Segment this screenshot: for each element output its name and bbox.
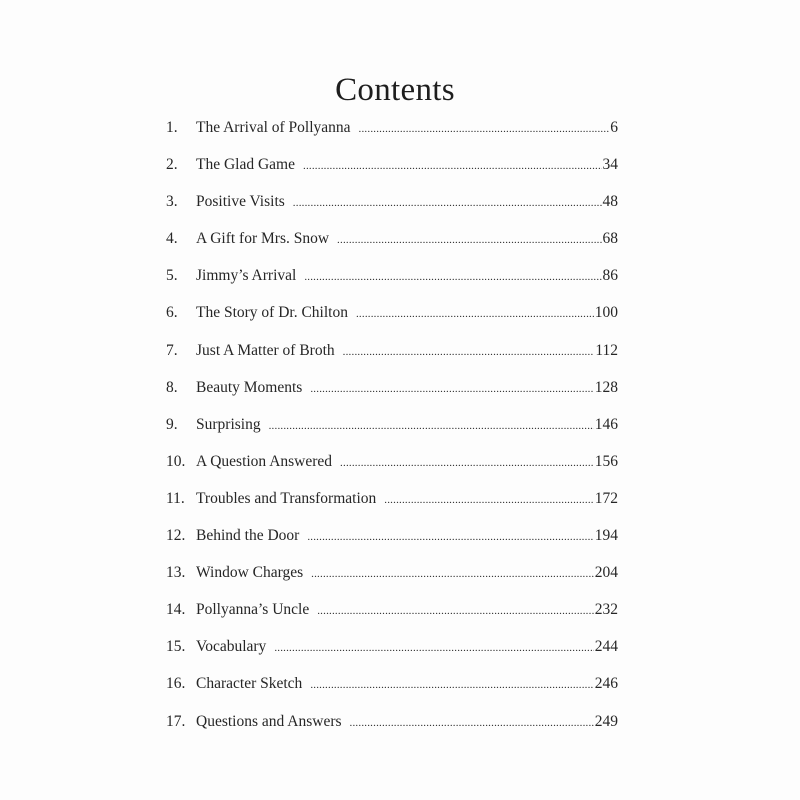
- toc-entry: [166, 487, 618, 524]
- chapter-number: 16.: [166, 675, 186, 693]
- toc-entry: [166, 153, 618, 190]
- toc-entry: [166, 190, 618, 227]
- chapter-title: The Arrival of Pollyanna: [196, 119, 351, 136]
- chapter-title: Questions and Answers: [196, 712, 342, 730]
- chapter-number: 4.: [166, 230, 178, 248]
- chapter-title: Character Sketch: [196, 675, 303, 693]
- dot-leader: [343, 340, 595, 364]
- page-number: 128: [594, 378, 618, 396]
- chapter-number: 3.: [166, 193, 178, 211]
- page-number: 194: [594, 527, 618, 545]
- page-number: 246: [594, 675, 618, 693]
- dot-leader: [350, 711, 594, 735]
- chapter-number: 12.: [166, 527, 186, 545]
- chapter-title: A Question Answered: [196, 452, 333, 470]
- dot-leader: [317, 599, 594, 623]
- page-number: 172: [594, 489, 618, 507]
- chapter-title: Window Charges: [196, 564, 304, 582]
- toc-entry: [166, 116, 618, 153]
- chapter-number: 17.: [166, 712, 186, 730]
- chapter-title: Troubles and Transformation: [196, 489, 377, 507]
- toc-entry: [166, 710, 618, 747]
- chapter-number: 11.: [166, 489, 185, 507]
- chapter-title: Surprising: [196, 415, 261, 433]
- page-number: 204: [594, 564, 618, 582]
- page-title: Contents: [335, 72, 455, 109]
- page-number: 68: [602, 230, 618, 248]
- toc-entry: [166, 264, 618, 301]
- chapter-number: 10.: [166, 452, 186, 470]
- dot-leader: [310, 377, 593, 401]
- chapter-title: Vocabulary: [196, 638, 267, 656]
- chapter-title: The Glad Game: [196, 156, 295, 174]
- page-number: 6: [610, 119, 618, 136]
- page-number: 48: [602, 193, 618, 211]
- toc-entry: [166, 598, 618, 635]
- dot-leader: [304, 265, 601, 289]
- chapter-number: 9.: [166, 415, 178, 433]
- toc-entry: [166, 376, 618, 413]
- chapter-title: Beauty Moments: [196, 378, 303, 396]
- toc-entry: [166, 672, 618, 709]
- page-number: 232: [594, 601, 618, 619]
- chapter-title: Positive Visits: [196, 193, 285, 211]
- dot-leader: [311, 562, 594, 586]
- page-number: 86: [602, 267, 618, 285]
- dot-leader: [337, 228, 601, 252]
- chapter-title: Just A Matter of Broth: [196, 341, 335, 359]
- page-number: 34: [602, 156, 618, 174]
- toc-entry: [166, 635, 618, 672]
- toc-entry: [166, 339, 618, 376]
- chapter-title: Behind the Door: [196, 527, 300, 545]
- dot-leader: [340, 451, 594, 475]
- page-number: 146: [594, 415, 618, 433]
- dot-leader: [303, 154, 602, 178]
- dot-leader: [269, 414, 594, 438]
- dot-leader: [356, 302, 594, 326]
- page-number: 100: [594, 304, 618, 322]
- dot-leader: [274, 636, 593, 660]
- toc-entry: [166, 561, 618, 598]
- chapter-number: 13.: [166, 564, 186, 582]
- chapter-number: 5.: [166, 267, 178, 285]
- chapter-number: 2.: [166, 156, 178, 174]
- chapter-title: Pollyanna’s Uncle: [196, 601, 310, 619]
- dot-leader: [293, 191, 602, 215]
- page-number: 112: [595, 341, 618, 359]
- table-of-contents: [166, 116, 618, 747]
- chapter-number: 15.: [166, 638, 186, 656]
- toc-entry: [166, 301, 618, 338]
- chapter-number: 8.: [166, 378, 178, 396]
- dot-leader: [359, 117, 610, 141]
- chapter-title: The Story of Dr. Chilton: [196, 304, 348, 322]
- toc-entry: [166, 227, 618, 264]
- chapter-number: 1.: [166, 119, 178, 136]
- dot-leader: [310, 673, 593, 697]
- chapter-number: 7.: [166, 341, 178, 359]
- chapter-number: 6.: [166, 304, 178, 322]
- chapter-number: 14.: [166, 601, 186, 619]
- chapter-title: A Gift for Mrs. Snow: [196, 230, 330, 248]
- toc-entry: [166, 413, 618, 450]
- page-number: 244: [594, 638, 618, 656]
- chapter-title: Jimmy’s Arrival: [196, 267, 297, 285]
- page-number: 249: [594, 712, 618, 730]
- dot-leader: [384, 488, 593, 512]
- page-number: 156: [594, 452, 618, 470]
- dot-leader: [307, 525, 593, 549]
- toc-entry: [166, 450, 618, 487]
- toc-entry: [166, 524, 618, 561]
